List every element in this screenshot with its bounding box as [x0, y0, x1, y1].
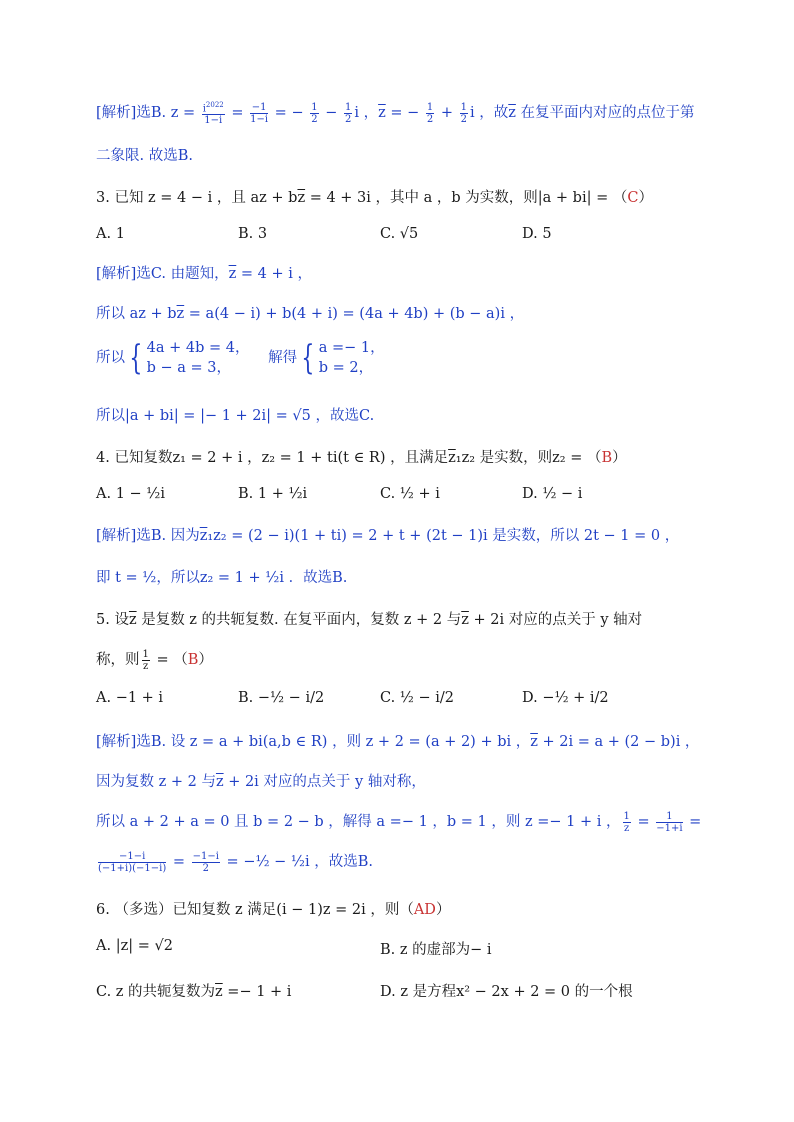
q3-analysis-text: 所以 az + b	[96, 306, 177, 322]
q3-analysis-text: = 4 + i ，	[236, 266, 312, 282]
q3-stem-text: = 4 + 3i ，其中 a ，b 为实数，则|a + bi| = （	[305, 190, 628, 206]
q5-option-b: B. −½ − i/2	[238, 690, 325, 706]
q5-stem-text: + 2i 对应的点关于 y 轴对	[468, 612, 643, 628]
q4-analysis-text: z₂ = (2 − i)(1 + ti) = 2 + t + (2t − 1)i 是实数，所以 2t − 1 = 0 ，	[213, 528, 680, 544]
q3-option-c: C. √5	[380, 226, 419, 242]
brace: {	[129, 338, 143, 378]
q3-stem-text: 3. 已知 z = 4 − i ，且 az + b	[96, 190, 298, 206]
fraction: $\frac{-1-i}{(-1+i)(-1-i)}$	[98, 850, 167, 874]
q6-stem-text: 6. （多选）已知复数 z 满足(i − 1)z = 2i ，则（	[96, 902, 414, 918]
q3-analysis-text: = a(4 − i) + b(4 + i) = (4a + 4b) + (b − a)i ，	[184, 306, 525, 322]
equation-system	[147, 338, 250, 378]
brace: {	[301, 338, 315, 378]
q4-option-c: C. ½ + i	[380, 486, 440, 502]
q3-analysis-line4: 所以|a + bi| = |− 1 + 2i| = √5 ，故选C.	[96, 408, 375, 424]
q6-option-b: B. z 的虚部为− i	[380, 942, 492, 958]
q4-option-b: B. 1 + ½i	[238, 486, 308, 502]
q5-stem-text: 5. 设	[96, 612, 129, 628]
q5-analysis-text: + 2i = a + (2 − b)i ，	[537, 734, 700, 750]
q3-option-d: D. 5	[522, 226, 552, 242]
fraction: $\frac{1}{-1+i}$	[656, 810, 683, 834]
fraction: $\frac{1}{2}$	[460, 101, 467, 125]
q5-analysis-text: 选B. 设 z = a + bi(a,b ∈ R) ，则 z + 2 = (a + 2) + bi ，	[136, 734, 531, 750]
q5-option-c: C. ½ − i/2	[380, 690, 454, 706]
q2-analysis-line2: 二象限. 故选B.	[96, 148, 193, 164]
analysis-label: [解析]	[96, 105, 137, 122]
q5-option-d: D. −½ + i/2	[522, 690, 609, 706]
q4-analysis-line2: 即 t = ½，所以z₂ = 1 + ½i ．故选B.	[96, 570, 348, 586]
q5-analysis-text: = −½ − ½i ，故选B.	[221, 854, 373, 870]
q3-stem-text: ）	[638, 190, 653, 206]
q5-stem-text: = （	[151, 652, 188, 668]
q3-analysis-text: 所以	[96, 350, 125, 366]
equation: 4a + 4b = 4，	[146, 340, 250, 356]
q5-analysis-line2: 因为复数 z + 2 与$\overline{z} + 2i$ 对应的点关于 y 轴对称，	[96, 774, 426, 790]
q5-stem-text: ）	[198, 652, 213, 668]
q4-analysis-text: 选B. 因为	[136, 528, 200, 544]
equation: b = 2，	[318, 360, 374, 376]
q4-analysis-line1: [解析]选B. 因为$\overline{z}_1z_2 = (2 - i)(1 + ti) = 2 + t + (2t - 1)i$ 是实数，所以 2t − 1 = 0 ，	[96, 528, 680, 544]
q2-analysis-text: 选B. z =	[136, 105, 200, 122]
q6-stem-text: ）	[435, 902, 451, 918]
analysis-label: [解析]	[96, 266, 137, 282]
q5-analysis-text: + 2i 对应的点关于 y 轴对称，	[223, 774, 426, 790]
equation: b − a = 3，	[146, 360, 232, 376]
q5-analysis-line3: 所以 a + 2 + a = 0 且 b = 2 − b ，解得 a =− 1 ，b = 1 ，则 z =− 1 + i ， $\frac{1}{z}$ = $\frac{1}{-1+i}$ =	[96, 810, 702, 834]
q3-analysis-text: 解得	[268, 350, 298, 366]
fraction: $\frac{1}{2}$	[311, 101, 318, 125]
q2-analysis-text: 在复平面内对应的点位于第	[515, 105, 695, 122]
q5-analysis-text: 因为复数 z + 2 与	[96, 774, 216, 790]
q4-stem-text: ）	[612, 450, 627, 466]
q6-option-c-text: C. z 的共轭复数为	[96, 984, 216, 1000]
q5-stem-line2	[96, 648, 213, 672]
equation-system	[319, 338, 385, 378]
q6-option-a: A. |z| = √2	[96, 938, 173, 954]
analysis-label: [解析]	[96, 734, 137, 750]
q5-analysis-line1: [解析]选B. 设 z = a + bi(a,b ∈ R) ，则 z + 2 = (a + 2) + bi ，$\overline{z} + 2i = a + (2 - b)i$ ，	[96, 734, 700, 750]
q4-stem-text: 4. 已知复数z₁ = 2 + i ，z₂ = 1 + ti(t ∈ R) ，且满足	[96, 450, 449, 466]
q4-option-a: A. 1 − ½i	[96, 486, 165, 502]
q6-option-d: D. z 是方程x² − 2x + 2 = 0 的一个根	[380, 984, 633, 1000]
q4-stem-text: z₂ 是实数，则z₂ = （	[461, 450, 602, 466]
q3-analysis-text: 选C. 由题知，	[136, 266, 229, 282]
q5-analysis-line4: $\frac{-1-i}{(-1+i)(-1-i)}$ = $\frac{-1-i}{2}$ = −½ − ½i ，故选B.	[98, 850, 373, 874]
q3-answer: C	[627, 190, 639, 206]
fraction: $\frac{-1}{1-i}$	[250, 101, 269, 125]
q3-option-a: A. 1	[96, 226, 125, 242]
analysis-label: [解析]	[96, 528, 137, 544]
q6-option-c-text: =− 1 + i	[222, 984, 292, 1000]
q2-analysis-text: ，故	[479, 105, 509, 122]
q3-analysis-line3	[96, 338, 385, 378]
q2-analysis-line1: [解析]选B. z = $\frac{i^{2022}}{1-i}$ = $\frac{-1}{1-i}$ = − $\frac{1}{2}$ − $\frac{1}{2}$ i ，$\overline{z}$ = − $\frac{1}{2}$ + $\frac{1}{2}$ i ，故$\overline{z}$ 在复平面内对应的点位于第	[96, 101, 695, 127]
q5-stem-text: 称，则	[96, 652, 140, 668]
q5-analysis-text: 所以 a + 2 + a = 0 且 b = 2 − b ，解得 a =− 1 ，b = 1 ，则 z =− 1 + i ，	[96, 814, 621, 830]
q6-option-c: C. z 的共轭复数为$\overline{z} =- 1 + i$	[96, 984, 292, 1000]
q3-stem: 3. 已知 z = 4 − i ，且 az + $b\overline{z} = 4 + 3i$ ，其中 a ，b 为实数，则|a + bi| = （C）	[96, 190, 653, 206]
fraction: $\frac{i^{2022}}{1-i}$	[202, 101, 224, 127]
q5-stem-text: 是复数 z 的共轭复数. 在复平面内，复数 z + 2 与	[136, 612, 462, 628]
q4-answer: B	[601, 450, 613, 466]
q6-stem	[96, 898, 450, 919]
q5-stem-line1: 5. 设$\overline{z}$ 是复数 z 的共轭复数. 在复平面内，复数 z + 2 与$\overline{z} + 2i$ 对应的点关于 y 轴对	[96, 612, 643, 628]
q4-option-d: D. ½ − i	[522, 486, 583, 502]
q3-analysis-line1: [解析]选C. 由题知，$\overline{z} = 4 + i$ ，	[96, 266, 312, 282]
fraction: $\frac{1}{2}$	[426, 101, 434, 125]
fraction: $\frac{1}{z}$	[623, 810, 630, 834]
fraction: $\frac{1}{2}$	[344, 101, 352, 125]
equation: a =− 1，	[318, 340, 385, 356]
q5-answer: B	[187, 652, 199, 668]
q5-option-a: A. −1 + i	[96, 690, 164, 706]
q3-analysis-line2: 所以 az + $b\overline{z} = a(4 - i) + b(4 + i) = (4a + 4b) + (b - a)i$ ，	[96, 306, 525, 322]
fraction: $\frac{-1-i}{2}$	[192, 850, 219, 874]
q3-option-b: B. 3	[238, 226, 268, 242]
fraction: $\frac{1}{z}$	[142, 648, 149, 672]
q4-stem: 4. 已知复数z₁ = 2 + i ，z₂ = 1 + ti(t ∈ R) ，且满足$\overline{z}_1z_2$ 是实数，则z₂ = （B）	[96, 450, 627, 466]
q6-answer: AD	[413, 902, 436, 918]
